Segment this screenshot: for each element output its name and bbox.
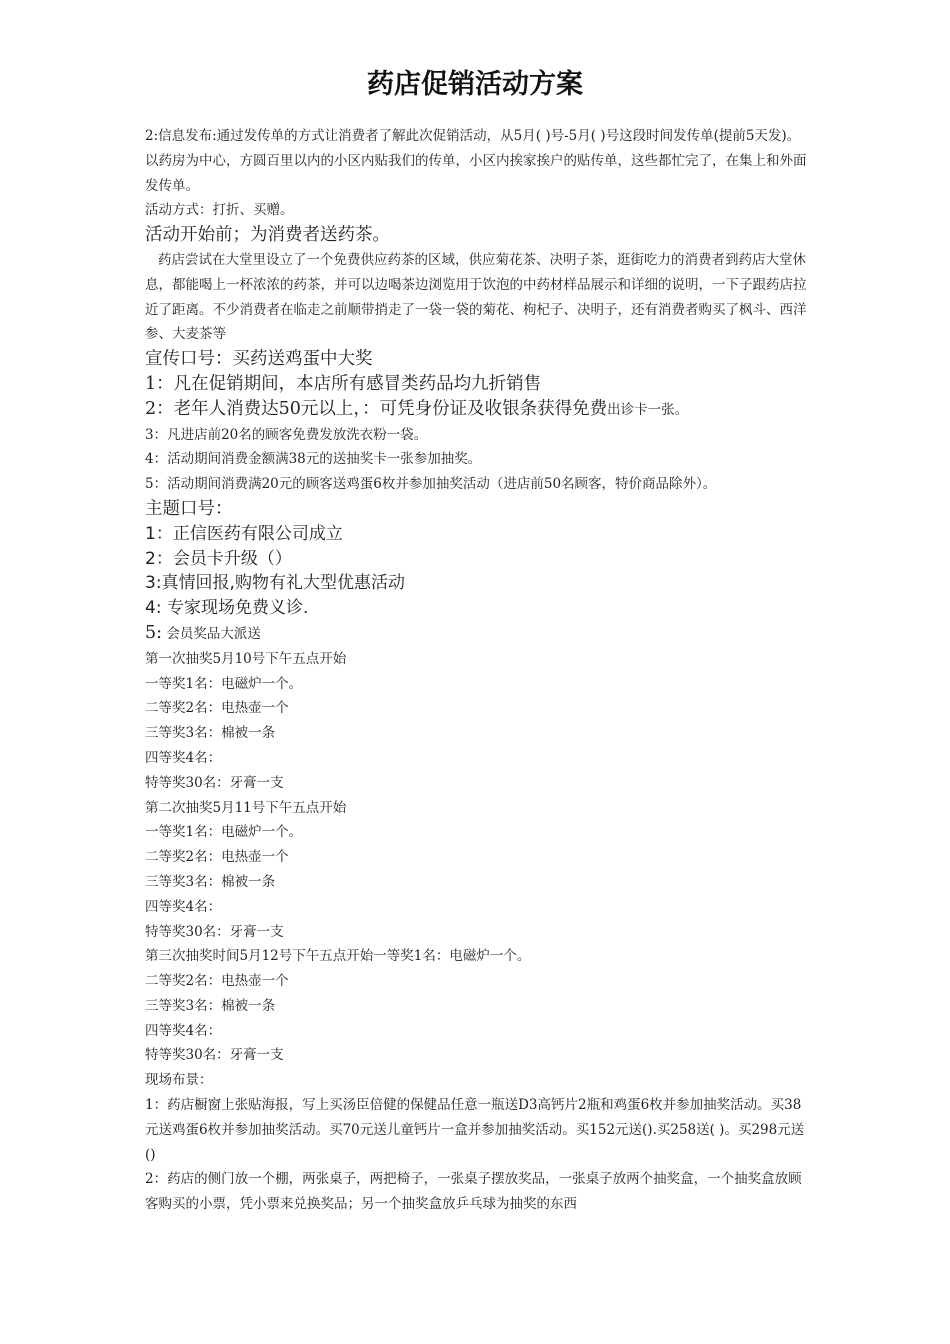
draw-3-prize-2: 二等奖2名：电热壶一个: [145, 973, 289, 990]
draw-3-prize-special: 特等奖30名：牙膏一支: [145, 1047, 284, 1064]
draw-2-prize-4: 四等奖4名：: [145, 898, 222, 915]
slogan-item-1: 1：凡在促销期间，本店所有感冒类药品均九折销售: [145, 373, 542, 394]
heading-site-layout: 现场布景：: [145, 1072, 213, 1089]
draw-1-prize-4: 四等奖4名：: [145, 749, 222, 766]
theme-item-5: [145, 621, 810, 647]
document-body: [145, 124, 810, 1217]
draw-2-prize-special: 特等奖30名：牙膏一支: [145, 923, 284, 940]
theme-item-4: 4: 专家现场免费义诊.: [145, 598, 309, 619]
draw-3-title: 第三次抽奖时间5月12号下午五点开始一等奖1名：电磁炉一个。: [145, 948, 531, 965]
site-layout-item-1: 1：药店橱窗上张贴海报，写上买汤臣倍健的保健品任意一瓶送D3高钙片2瓶和鸡蛋6枚并参加抽奖活动。买38元送鸡蛋6枚并参加抽奖活动。买70元送儿童钙片一盒并参加抽奖活动。买152元送().买258送( )。买298元送(): [145, 1097, 805, 1163]
draw-3-prize-3: 三等奖3名：棉被一条: [145, 997, 276, 1014]
heading-theme: 主题口号：: [145, 498, 233, 519]
slogan-item-2-tail: 出诊卡一张。: [607, 401, 689, 418]
slogan-item-3: 3：凡进店前20名的顾客免费发放洗衣粉一袋。: [145, 426, 428, 443]
draw-2-prize-1: 一等奖1名：电磁炉一个。: [145, 824, 303, 841]
draw-2-prize-2: 二等奖2名：电热壶一个: [145, 849, 289, 866]
slogan-item-4: 4：活动期间消费金额满38元的送抽奖卡一张参加抽奖。: [145, 451, 482, 468]
slogan-item-2-main: 2：老年人消费达50元以上，：可凭身份证及收银条获得免费: [145, 398, 608, 419]
draw-1-title: 第一次抽奖5月10号下午五点开始: [145, 650, 347, 667]
draw-3-prize-4: 四等奖4名：: [145, 1022, 222, 1039]
draw-1-prize-1: 一等奖1名：电磁炉一个。: [145, 675, 303, 692]
draw-1-prize-2: 二等奖2名：电热壶一个: [145, 700, 289, 717]
draw-2-title: 第二次抽奖5月11号下午五点开始: [145, 799, 347, 816]
draw-1-prize-special: 特等奖30名：牙膏一支: [145, 774, 284, 791]
paragraph-activity-method: 活动方式：打折、买赠。: [145, 202, 294, 219]
slogan-item-2: [145, 397, 810, 423]
heading-slogan: 宣传口号：买药送鸡蛋中大奖: [145, 349, 373, 370]
theme-item-5-number: 5:: [145, 622, 163, 643]
theme-item-1: 1：正信医药有限公司成立: [145, 523, 343, 544]
paragraph-info-release: 2:信息发布:通过发传单的方式让消费者了解此次促销活动，从5月( )号-5月( )号这段时间发传单(提前5天发)。以药房为中心，方圆百里以内的小区内贴我们的传单，小区内挨家挨户的贴传单，这些都忙完了，在集上和外面发传单。: [145, 128, 807, 194]
heading-before-activity: 活动开始前；为消费者送药茶。: [145, 225, 390, 246]
draw-2-prize-3: 三等奖3名：棉被一条: [145, 873, 276, 890]
draw-1-prize-3: 三等奖3名：棉被一条: [145, 725, 276, 742]
slogan-item-5: 5：活动期间消费满20元的顾客送鸡蛋6枚并参加抽奖活动（进店前50名顾客，特价商品除外）。: [145, 476, 717, 493]
paragraph-herbal-tea: 药店尝试在大堂里设立了一个免费供应药茶的区域，供应菊花茶、决明子茶，逛街吃力的消费者到药店大堂休息，都能喝上一杯浓浓的药茶，并可以边喝茶边浏览用于饮泡的中药材样品展示和详细的说明，一下子跟药店拉近了距离。不少消费者在临走之前顺带捎走了一袋一袋的菊花、枸杞子、决明子，还有消费者购买了枫斗、西洋参、大麦茶等: [145, 251, 807, 343]
site-layout-item-2: 2：药店的侧门放一个棚，两张桌子，两把椅子，一张桌子摆放奖品，一张桌子放两个抽奖盒，一个抽奖盒放顾客购买的小票，凭小票来兑换奖品；另一个抽奖盒放乒乓球为抽奖的东西: [145, 1171, 802, 1213]
document-title: 药店促销活动方案: [367, 69, 583, 100]
theme-item-2: 2：会员卡升级（）: [145, 548, 292, 569]
theme-item-3: 3:真情回报,购物有礼大型优惠活动: [145, 573, 405, 594]
theme-item-5-text: 会员奖品大派送: [162, 625, 261, 642]
